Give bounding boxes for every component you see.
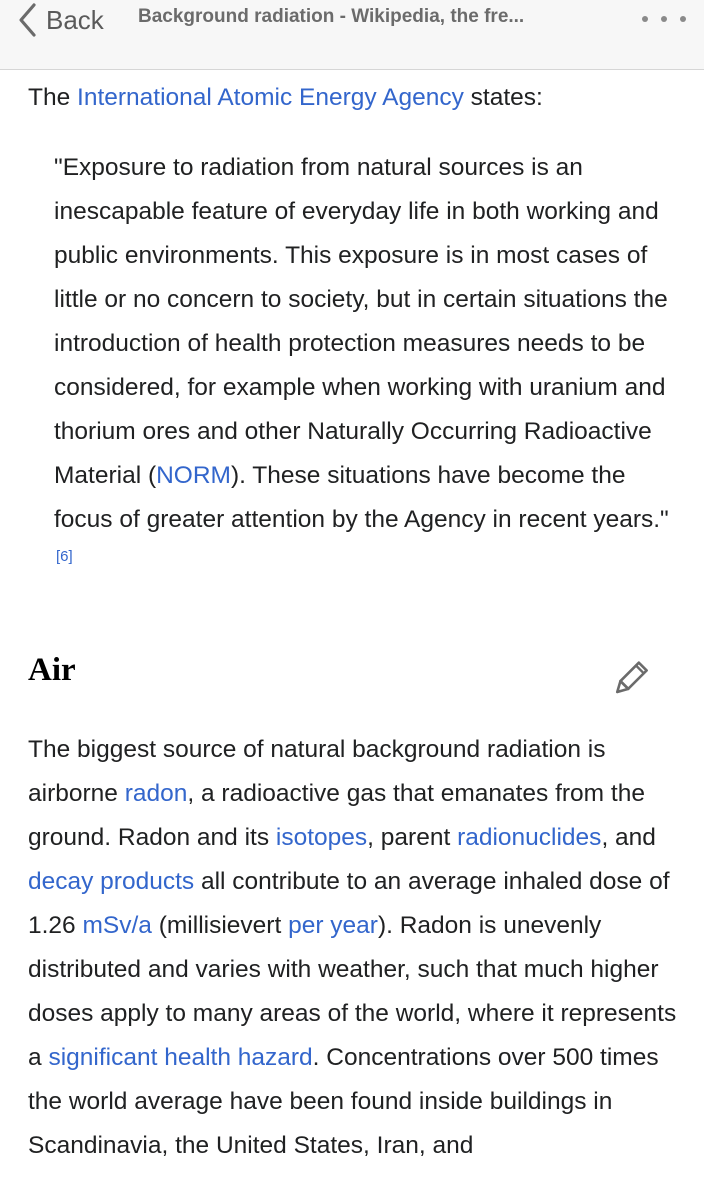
section-title: Air	[28, 652, 76, 688]
air-text-6: (millisievert	[151, 912, 289, 939]
msv-link[interactable]: mSv/a	[82, 912, 152, 939]
radon-link[interactable]: radon	[124, 780, 188, 807]
quote-text-2: ). These situations have become the focus of greater attention by the Agency in recent years."	[54, 462, 669, 533]
more-horizontal-icon	[642, 16, 648, 22]
more-options-button[interactable]	[642, 12, 686, 26]
air-text-2: , a radioactive gas that emanates from the ground. Radon and its	[28, 780, 645, 851]
pencil-icon[interactable]	[614, 654, 658, 694]
isotopes-link[interactable]: isotopes	[275, 824, 368, 851]
back-button[interactable]	[14, 0, 104, 40]
health-hazard-link[interactable]: significant health hazard	[48, 1044, 313, 1071]
air-text-5: all contribute to an average inhaled dose of 1.26	[28, 868, 670, 939]
back-label: Back	[46, 4, 104, 35]
blockquote	[54, 146, 684, 586]
page-title: Background radiation - Wikipedia, the fre...	[138, 6, 525, 27]
chevron-left-icon	[14, 1, 42, 39]
iaea-link[interactable]: International Atomic Energy Agency	[77, 84, 464, 111]
air-paragraph	[28, 728, 690, 1168]
intro-paragraph	[28, 76, 543, 120]
air-text-1: The biggest source of natural background radiation is airborne	[28, 736, 606, 807]
air-text-7: ). Radon is unevenly distributed and varies with weather, such that much higher doses apply to many areas of the world, where it represents a	[28, 912, 677, 1071]
intro-prefix: The	[28, 84, 78, 111]
reference-link-6[interactable]: [6]	[56, 548, 73, 565]
quote-text-1: "Exposure to radiation from natural sources is an inescapable feature of everyday life in both working and public environments. This exposure is in most cases of little or no concern to society, but in certain situations the introduction of health protection measures needs to be considered, for example when working with uranium and thorium ores and other Naturally Occurring Radioactive Material (	[54, 154, 668, 489]
radionuclides-link[interactable]: radionuclides	[457, 824, 602, 851]
norm-link[interactable]: NORM	[156, 462, 231, 489]
per-year-link[interactable]: per year	[288, 912, 378, 939]
section-heading-air	[28, 646, 688, 694]
air-text-4: , and	[601, 824, 656, 851]
browser-toolbar	[0, 0, 704, 70]
air-text-3: , parent	[367, 824, 458, 851]
intro-suffix: states:	[463, 84, 543, 111]
air-text-8: . Concentrations over 500 times the world average have been found inside buildings in Scandinavia, the United States, Iran, and	[28, 1044, 659, 1159]
decay-products-link[interactable]: decay products	[28, 868, 195, 895]
